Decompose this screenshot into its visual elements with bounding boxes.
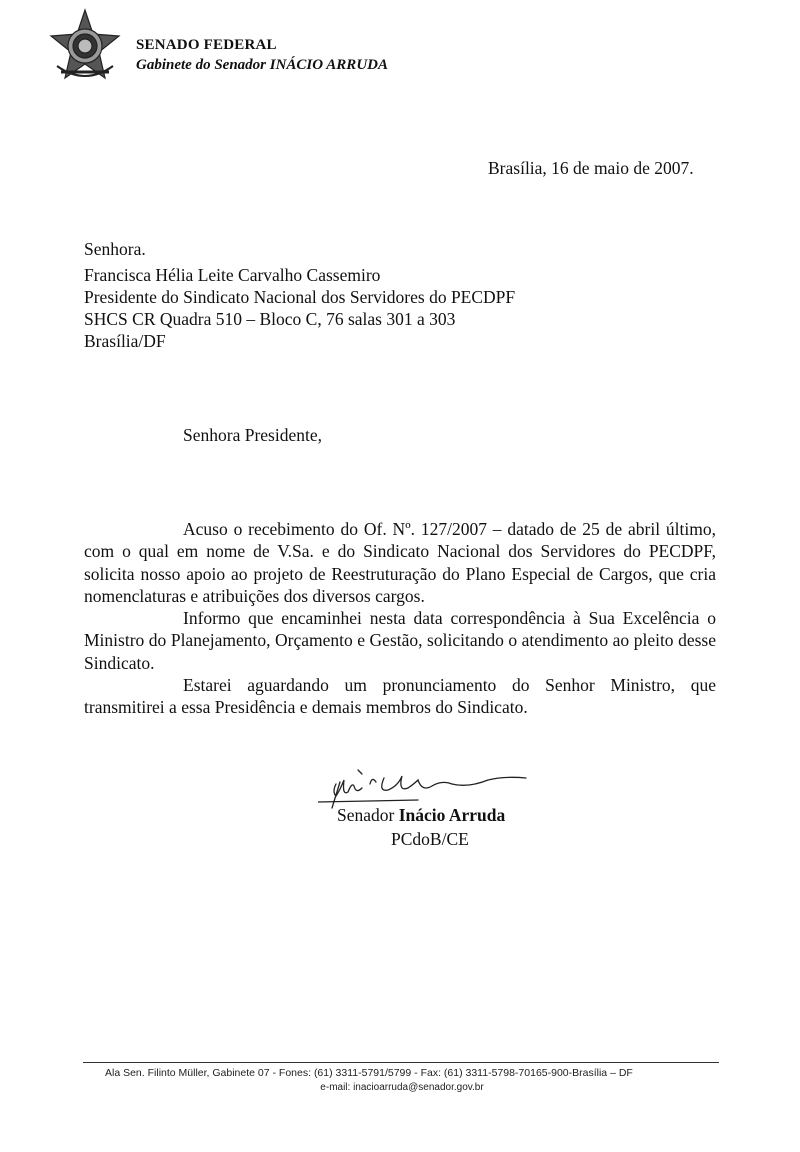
recipient-address bbox=[84, 238, 515, 352]
body-paragraph: Estarei aguardando um pronunciamento do Senhor Ministro, que transmitirei a essa Presidência e demais membros do Sindicato. bbox=[84, 675, 716, 718]
signatory-fullname: Inácio Arruda bbox=[398, 805, 506, 825]
recipient-line: SHCS CR Quadra 510 – Bloco C, 76 salas 301 a 303 bbox=[84, 309, 456, 329]
letterhead-office: Gabinete do Senador INÁCIO ARRUDA bbox=[136, 57, 388, 73]
salutation: Senhora Presidente, bbox=[183, 425, 322, 445]
letter-date: Brasília, 16 de maio de 2007. bbox=[488, 158, 694, 178]
body-paragraph: Acuso o recebimento do Of. Nº. 127/2007 – datado de 25 de abril último, com o qual em nome de V.Sa. e do Sindicato Nacional dos Servidores do PECDPF, solicita nosso apoio ao projeto de Reestruturação do Plano Especial de Cargos, que cria nomenclaturas e atribuições dos diversos cargos. bbox=[84, 519, 716, 606]
signatory-name bbox=[337, 805, 505, 826]
body-paragraph: Informo que encaminhei nesta data correspondência à Sua Excelência o Ministro do Planejamento, Orçamento e Gestão, solicitando o atendimento ao pleito desse Sindicato. bbox=[84, 608, 716, 673]
signatory-party: PCdoB/CE bbox=[391, 829, 469, 849]
recipient-line: Francisca Hélia Leite Carvalho Cassemiro bbox=[84, 265, 381, 285]
recipient-line: Senhora. bbox=[84, 239, 146, 259]
coat-of-arms-seal-icon bbox=[47, 8, 123, 84]
footer-email-wrap bbox=[0, 1082, 800, 1093]
recipient-line: Presidente do Sindicato Nacional dos Servidores do PECDPF bbox=[84, 287, 516, 307]
letterhead-organization: SENADO FEDERAL bbox=[136, 37, 277, 53]
recipient-line: Brasília/DF bbox=[84, 331, 166, 351]
footer-divider bbox=[83, 1062, 719, 1063]
letter-body bbox=[84, 518, 716, 719]
signatory-title: Senador bbox=[337, 805, 399, 825]
footer-address: Ala Sen. Filinto Müller, Gabinete 07 - Fones: (61) 3311-5791/5799 - Fax: (61) 3311-5798-70165-900-Brasília – DF bbox=[105, 1067, 633, 1079]
footer-email: e-mail: inacioarruda@senador.gov.br bbox=[320, 1082, 484, 1093]
